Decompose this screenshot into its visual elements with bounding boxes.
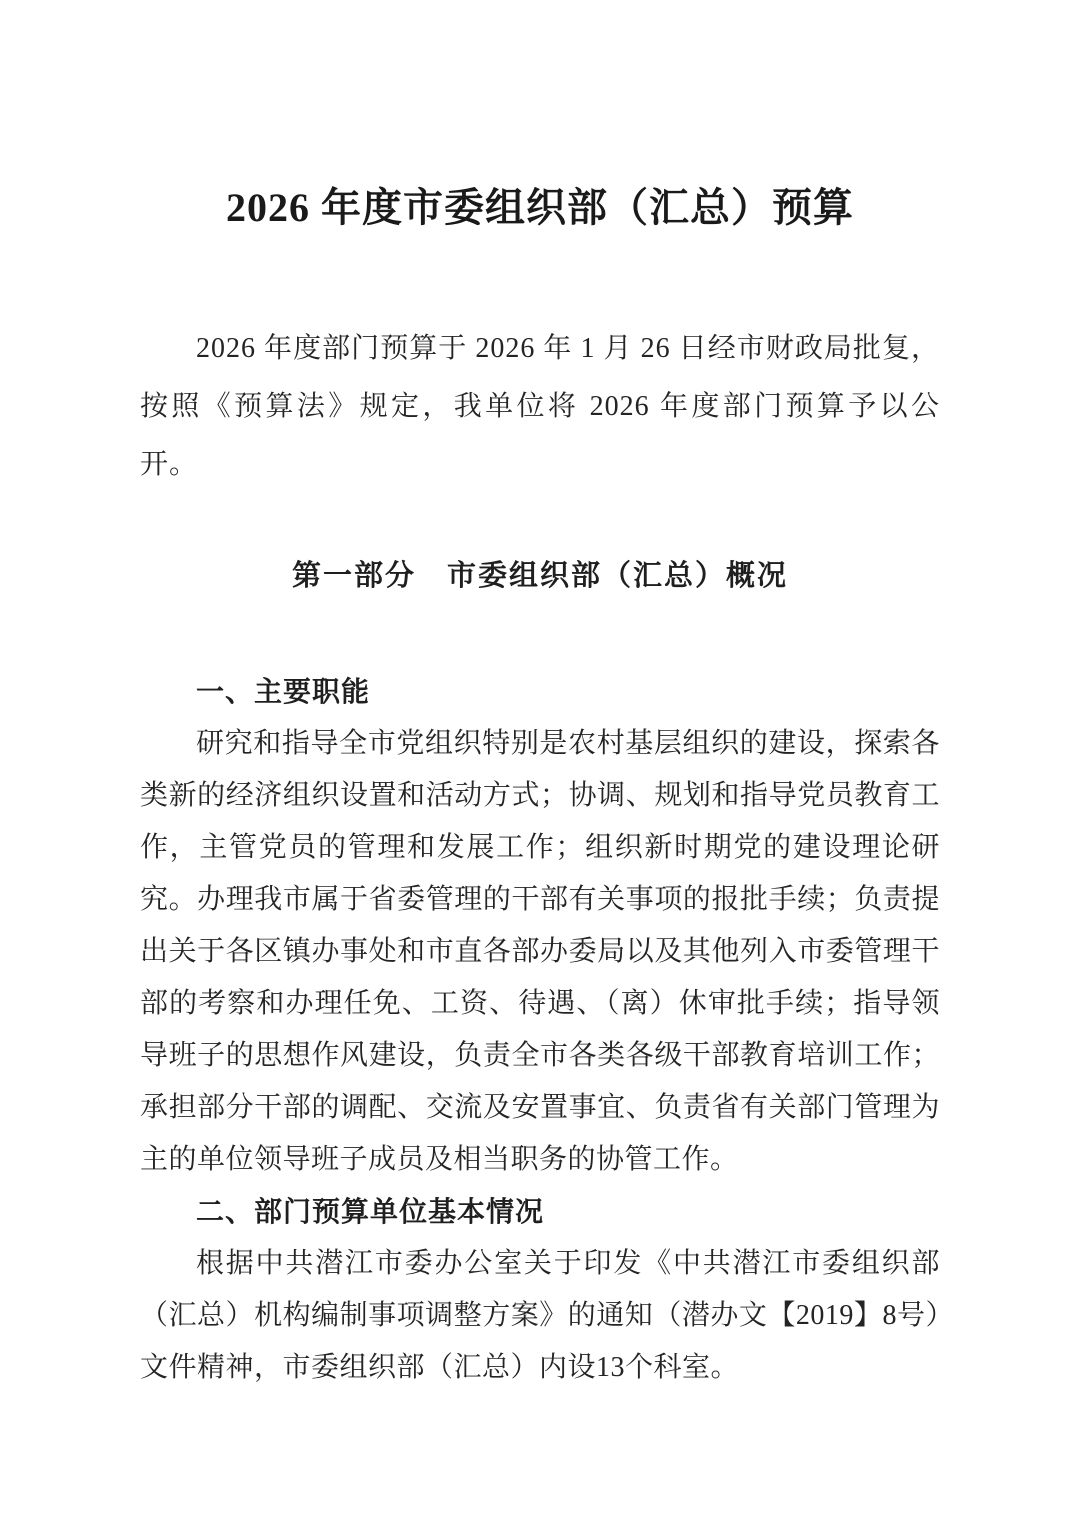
document-title: 2026 年度市委组织部（汇总）预算 xyxy=(226,185,854,230)
part1-content xyxy=(140,666,940,1394)
intro-paragraph: 2026 年度部门预算于 2026 年 1 月 26 日经市财政局批复，按照《预算法》规定，我单位将 2026 年度部门预算予以公开。 xyxy=(140,333,940,480)
section2-body: 根据中共潜江市委办公室关于印发《中共潜江市委组织部（汇总）机构编制事项调整方案》的通知（潜办文【2019】8号）文件精神，市委组织部（汇总）内设13个科室。 xyxy=(140,1248,940,1383)
part1-heading: 第一部分 市委组织部（汇总）概况 xyxy=(291,560,788,592)
section1-body: 研究和指导全市党组织特别是农村基层组织的建设，探索各类新的经济组织设置和活动方式；协调、规划和指导党员教育工作，主管党员的管理和发展工作；组织新时期党的建设理论研究。办理我市属于省委管理的干部有关事项的报批手续；负责提出关于各区镇办事处和市直各部办委局以及其他列入市委管理干部的考察和办理任免、工资、待遇、（离）休审批手续；指导领导班子的思想作风建设，负责全市各类各级干部教育培训工作；承担部分干部的调配、交流及安置事宜、负责省有关部门管理为主的单位领导班子成员及相当职务的协管工作。 xyxy=(140,728,940,1175)
section2-heading: 二、部门预算单位基本情况 xyxy=(196,1196,545,1227)
section1-heading: 一、主要职能 xyxy=(196,676,371,707)
